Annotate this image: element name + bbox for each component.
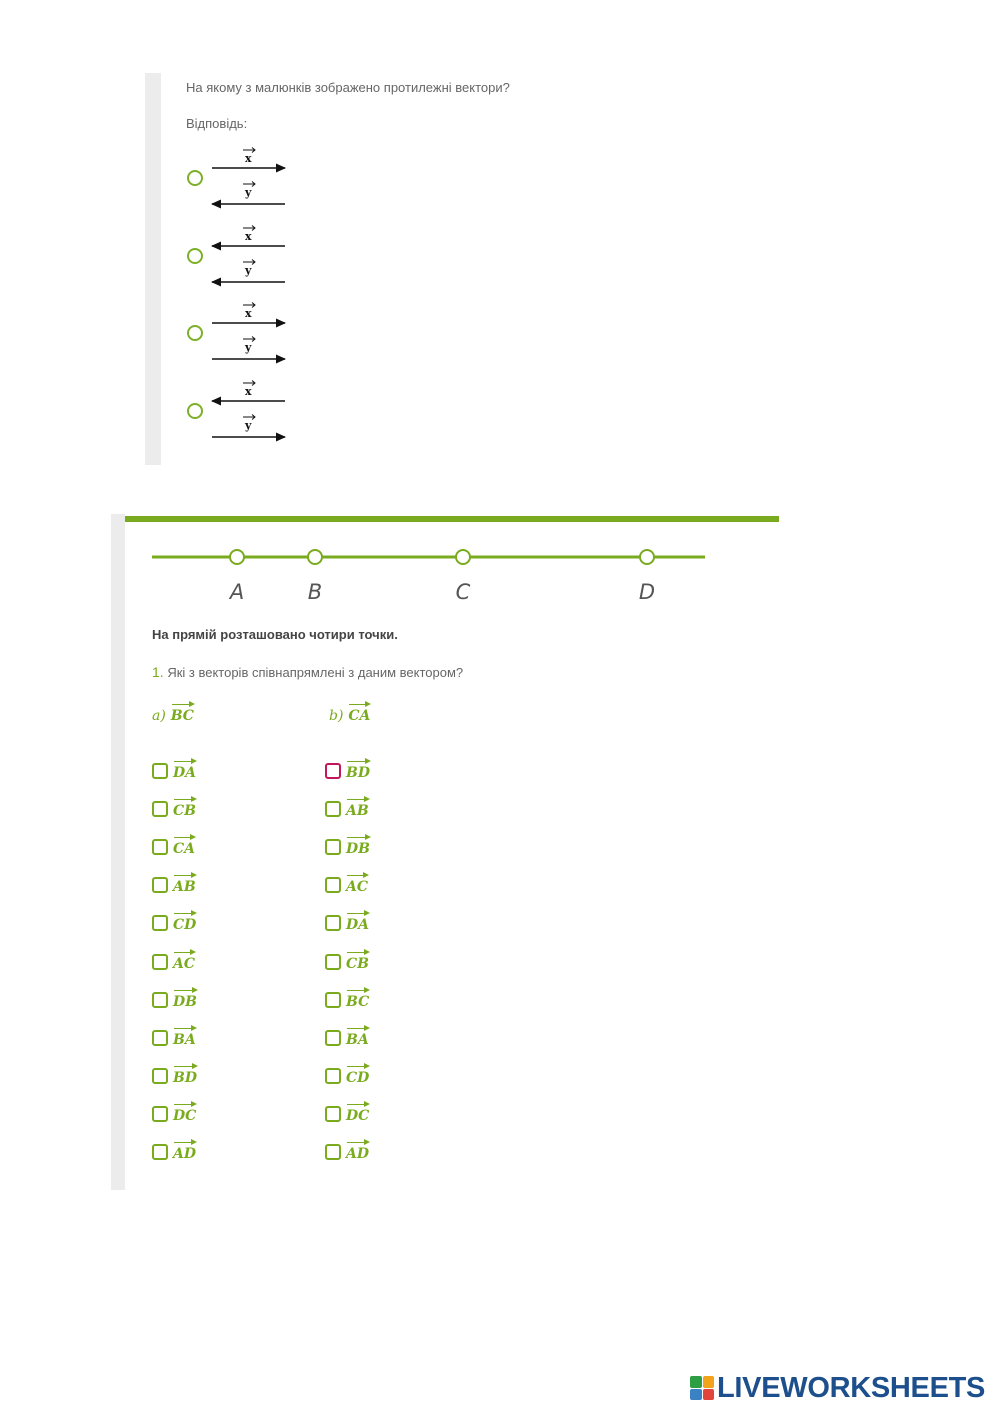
col-a-option-9[interactable] bbox=[152, 1064, 197, 1085]
vector-y-arrowhead-left bbox=[211, 200, 221, 209]
answer-radio-4[interactable] bbox=[187, 403, 203, 419]
logo-block-e bbox=[703, 1389, 715, 1401]
vector-label: CB bbox=[346, 950, 369, 971]
column-b-heading bbox=[329, 702, 370, 724]
col-b-option-3[interactable] bbox=[325, 835, 370, 856]
vector-label: CB bbox=[173, 797, 196, 818]
checkbox[interactable] bbox=[325, 992, 341, 1008]
column-a-heading bbox=[152, 702, 194, 724]
vector-x-label: x bbox=[245, 152, 252, 165]
col-b-option-2[interactable] bbox=[325, 797, 369, 818]
col-a-option-1[interactable] bbox=[152, 759, 196, 780]
vector-label: BD bbox=[346, 759, 370, 780]
point-a-marker bbox=[230, 550, 244, 564]
col-a-option-7[interactable] bbox=[152, 988, 197, 1009]
vector-x-arrowhead-left bbox=[211, 396, 221, 405]
vector-label: DB bbox=[346, 835, 370, 856]
vector-y-arrowhead-right bbox=[276, 432, 286, 441]
col-b-option-11[interactable] bbox=[325, 1140, 369, 1161]
col-a-option-6[interactable] bbox=[152, 950, 195, 971]
checkbox[interactable] bbox=[152, 1068, 168, 1084]
logo-block-i bbox=[703, 1376, 715, 1388]
checkbox[interactable] bbox=[325, 877, 341, 893]
col-a-option-10[interactable] bbox=[152, 1102, 196, 1123]
vector-diagram-1 bbox=[205, 145, 295, 215]
vector-label: CA bbox=[173, 835, 195, 856]
vector-diagram-2 bbox=[205, 223, 295, 293]
vector-label: DB bbox=[173, 988, 197, 1009]
subquestion-number: 1. bbox=[152, 664, 164, 680]
vector-y-label: y bbox=[245, 263, 252, 277]
question-2-subquestion bbox=[152, 664, 463, 680]
vector-label: DA bbox=[346, 911, 369, 932]
col-b-option-1[interactable] bbox=[325, 759, 370, 780]
answer-radio-3[interactable] bbox=[187, 325, 203, 341]
vector-label: AB bbox=[173, 873, 196, 894]
subquestion-text: Які з векторів співнапрямлені з даним вектором? bbox=[167, 665, 464, 680]
vector-label: BD bbox=[173, 1064, 197, 1085]
logo-block-v bbox=[690, 1389, 702, 1401]
vector-label: DC bbox=[346, 1102, 369, 1123]
vector-label: CD bbox=[346, 1064, 369, 1085]
col-b-option-7[interactable] bbox=[325, 988, 369, 1009]
vector-label: CD bbox=[173, 911, 196, 932]
checkbox[interactable] bbox=[152, 1106, 168, 1122]
question-2-intro: На прямій розташовано чотири точки. bbox=[152, 627, 398, 642]
vector-label: AC bbox=[173, 950, 195, 971]
point-c-label: C bbox=[455, 580, 471, 604]
col-b-option-5[interactable] bbox=[325, 911, 369, 932]
vector-label: BA bbox=[346, 1026, 369, 1047]
checkbox[interactable] bbox=[152, 992, 168, 1008]
question-1-side-bar bbox=[145, 73, 161, 465]
col-a-option-8[interactable] bbox=[152, 1026, 196, 1047]
vector-label: AC bbox=[346, 873, 368, 894]
checkbox[interactable] bbox=[325, 915, 341, 931]
logo-block-l bbox=[690, 1376, 702, 1388]
answer-label: Відповідь: bbox=[186, 116, 248, 131]
vector-label: AB bbox=[346, 797, 369, 818]
vector-y-label: y bbox=[245, 418, 252, 432]
checkbox[interactable] bbox=[152, 839, 168, 855]
vector-diagram-4 bbox=[205, 378, 295, 448]
checkbox[interactable] bbox=[325, 1068, 341, 1084]
logo-mark bbox=[690, 1376, 714, 1400]
checkbox[interactable] bbox=[152, 877, 168, 893]
col-a-option-11[interactable] bbox=[152, 1140, 196, 1161]
col-b-option-4[interactable] bbox=[325, 873, 368, 894]
column-b-vector: CA bbox=[348, 702, 370, 723]
checkbox[interactable] bbox=[152, 954, 168, 970]
logo-text: LIVEWORKSHEETS bbox=[717, 1371, 986, 1404]
vector-x-arrowhead-right bbox=[276, 319, 286, 328]
vector-y-label: y bbox=[245, 341, 252, 354]
checkbox[interactable] bbox=[325, 1144, 341, 1160]
checkbox[interactable] bbox=[152, 763, 168, 779]
checkbox[interactable] bbox=[152, 1030, 168, 1046]
vector-diagram-3 bbox=[205, 300, 295, 370]
vector-label: AD bbox=[173, 1140, 196, 1161]
vector-x-label: x bbox=[245, 307, 252, 320]
vector-label: BC bbox=[346, 988, 369, 1009]
vector-y-arrowhead-right bbox=[276, 355, 286, 364]
number-line bbox=[125, 540, 785, 610]
checkbox[interactable] bbox=[325, 801, 341, 817]
column-b-prefix: b) bbox=[329, 708, 344, 724]
col-b-option-8[interactable] bbox=[325, 1026, 369, 1047]
question-2-top-rule bbox=[125, 516, 779, 522]
checkbox[interactable] bbox=[152, 915, 168, 931]
checkbox[interactable] bbox=[325, 763, 341, 779]
point-d-label: D bbox=[638, 580, 656, 604]
question-2-side-bar bbox=[111, 514, 125, 1190]
col-a-option-3[interactable] bbox=[152, 835, 195, 856]
col-b-option-6[interactable] bbox=[325, 950, 369, 971]
vector-x-arrowhead-left bbox=[211, 241, 221, 250]
question-1-text: На якому з малюнків зображено протилежні вектори? bbox=[186, 80, 510, 95]
column-a-prefix: a) bbox=[152, 708, 166, 724]
col-a-option-2[interactable] bbox=[152, 797, 196, 818]
vector-x-arrowhead-right bbox=[276, 164, 286, 173]
vector-x-label: x bbox=[245, 229, 252, 243]
vector-label: BA bbox=[173, 1026, 196, 1047]
vector-y-arrowhead-left bbox=[211, 277, 221, 286]
vector-label: AD bbox=[346, 1140, 369, 1161]
column-a-vector: BC bbox=[171, 702, 194, 723]
col-b-option-9[interactable] bbox=[325, 1064, 369, 1085]
point-b-label: B bbox=[307, 580, 323, 604]
checkbox[interactable] bbox=[325, 954, 341, 970]
vector-label: DC bbox=[173, 1102, 196, 1123]
col-a-option-5[interactable] bbox=[152, 911, 196, 932]
checkbox[interactable] bbox=[325, 1030, 341, 1046]
point-a-label: A bbox=[229, 580, 245, 604]
checkbox[interactable] bbox=[325, 839, 341, 855]
checkbox[interactable] bbox=[152, 1144, 168, 1160]
vector-label: DA bbox=[173, 759, 196, 780]
checkbox[interactable] bbox=[325, 1106, 341, 1122]
liveworksheets-logo bbox=[690, 1373, 985, 1403]
point-b-marker bbox=[308, 550, 322, 564]
answer-radio-2[interactable] bbox=[187, 248, 203, 264]
col-b-option-10[interactable] bbox=[325, 1102, 369, 1123]
vector-y-label: y bbox=[245, 186, 252, 199]
col-a-option-4[interactable] bbox=[152, 873, 196, 894]
checkbox[interactable] bbox=[152, 801, 168, 817]
vector-x-label: x bbox=[245, 384, 252, 398]
answer-radio-1[interactable] bbox=[187, 170, 203, 186]
point-c-marker bbox=[456, 550, 470, 564]
point-d-marker bbox=[640, 550, 654, 564]
